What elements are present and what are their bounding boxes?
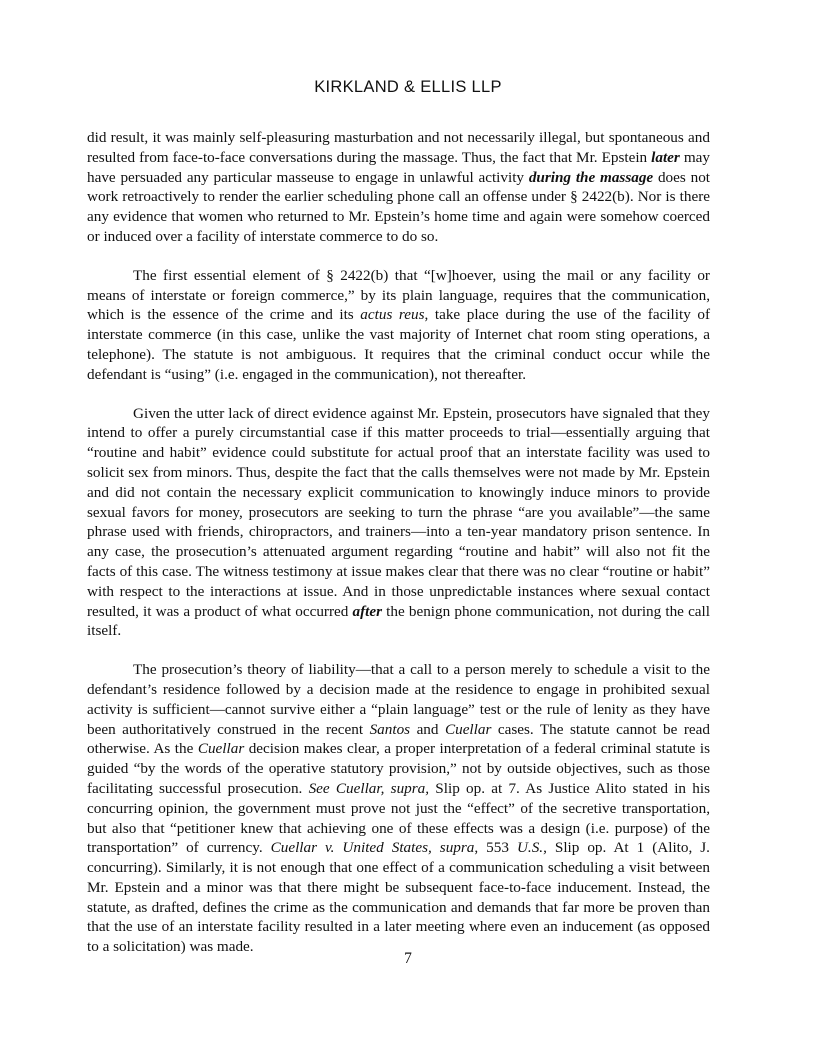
paragraph-text: and	[410, 720, 445, 738]
body-paragraph	[87, 266, 710, 385]
paragraph-text: the benign phone communication, not during the call itself.	[87, 602, 710, 640]
document-body	[87, 128, 710, 976]
paragraph-text: Given the utter lack of direct evidence against Mr. Epstein, prosecutors have signaled that they intend to offer a purely circumstantial case if this matter proceeds to trial—essentially arguing that “routine and habit” evidence could substitute for actual proof that an interstate facility was used to solicit sex from minors. Thus, despite the fact that the calls themselves were not made by Mr. Epstein and did not contain the necessary explicit communication to knowingly induce minors to provide sexual favors for money, prosecutors are seeking to turn the phrase “are you available”—the same phrase used with friends, chiropractors, and trainers—into a ten-year mandatory prison sentence. In any case, the prosecution’s attenuated argument regarding “routine and habit” will also not fit the facts of this case. The witness testimony at issue makes clear that there was no clear “routine or habit” with respect to the interactions at issue. And in those unpredictable instances where sexual contact resulted, it was a product of what occurred	[87, 404, 710, 620]
paragraph-text: , take place during the use of the facility of interstate commerce (in this case, unlike the vast majority of Internet chat room sting operations, a telephone). The statute is not ambiguous. It requires that the criminal conduct occur while the defendant is “using” (i.e. engaged in the communication), not thereafter.	[87, 306, 711, 383]
paragraph-text: , Slip op. At 1 (Alito, J. concurring). Similarly, it is not enough that one effect of a communication scheduling a visit between Mr. Epstein and a minor was that there might be subsequent face-to-face inducement. Instead, the statute, as drafted, defines the crime as the communication and demands that far more be proven than that the use of an interstate facility resulted in a later meeting where even an inducement (as opposed to a solicitation) was made.	[87, 839, 710, 956]
page-number: 7	[404, 950, 412, 967]
paragraph-text: may have persuaded any particular masseuse to engage in unlawful activity	[87, 148, 710, 186]
emphasized-text: Santos	[369, 720, 411, 738]
emphasized-text: Cuellar	[444, 720, 492, 738]
emphasized-text: Cuellar v. United States, supra	[270, 839, 475, 857]
letterhead: KIRKLAND & ELLIS LLP	[314, 78, 502, 96]
body-paragraph	[87, 660, 710, 957]
paragraph-text: does not work retroactively to render the earlier scheduling phone call an offense under § 2422(b). Nor is there any evidence that women who returned to Mr. Epstein’s home time and again were somehow coerced or induced over a facility of interstate commerce to do so.	[87, 168, 711, 245]
emphasized-text: Cuellar	[197, 740, 245, 758]
body-paragraph	[87, 128, 710, 247]
paragraph-text: cases. The statute cannot be read otherwise. As the	[87, 720, 710, 758]
emphasized-text: later	[651, 148, 680, 166]
paragraph-text: The first essential element of § 2422(b) that “[w]hoever, using the mail or any facility or means of interstate or foreign commerce,” by its plain language, requires that the communication, which is the essence of the crime and its	[87, 266, 710, 324]
emphasized-text: during the massage	[528, 168, 654, 186]
emphasized-text: after	[352, 602, 383, 620]
paragraph-text: did result, it was mainly self-pleasuring masturbation and not necessarily illegal, but spontaneous and resulted from face-to-face conversations during the massage. Thus, the fact that Mr. Epstein	[87, 129, 710, 166]
emphasized-text: actus reus	[360, 306, 425, 324]
body-paragraph	[87, 404, 710, 642]
paragraph-text: decision makes clear, a proper interpretation of a federal criminal statute is guided “by the words of the operative statutory provision,” not by outside objectives, such as those facilitating successful prosecution.	[87, 740, 711, 797]
emphasized-text: See Cuellar, supra,	[308, 779, 430, 797]
paragraph-text: The prosecution’s theory of liability—that a call to a person merely to schedule a visit to the defendant’s residence followed by a decision made at the residence to engage in prohibited sexual activity is sufficient—cannot survive either a “plain language” test or the rule of lenity as they have been authoritatively construed in the recent	[87, 661, 710, 738]
paragraph-text: Slip op. at 7. As Justice Alito stated in his concurring opinion, the government must prove not just the “effect” of the secretive transportation, but also that “petitioner knew that achieving one of these effects was a design (i.e. purpose) of the transportation” of currency.	[87, 779, 710, 857]
paragraph-text: , 553	[474, 839, 517, 857]
emphasized-text: U.S.	[516, 839, 544, 857]
